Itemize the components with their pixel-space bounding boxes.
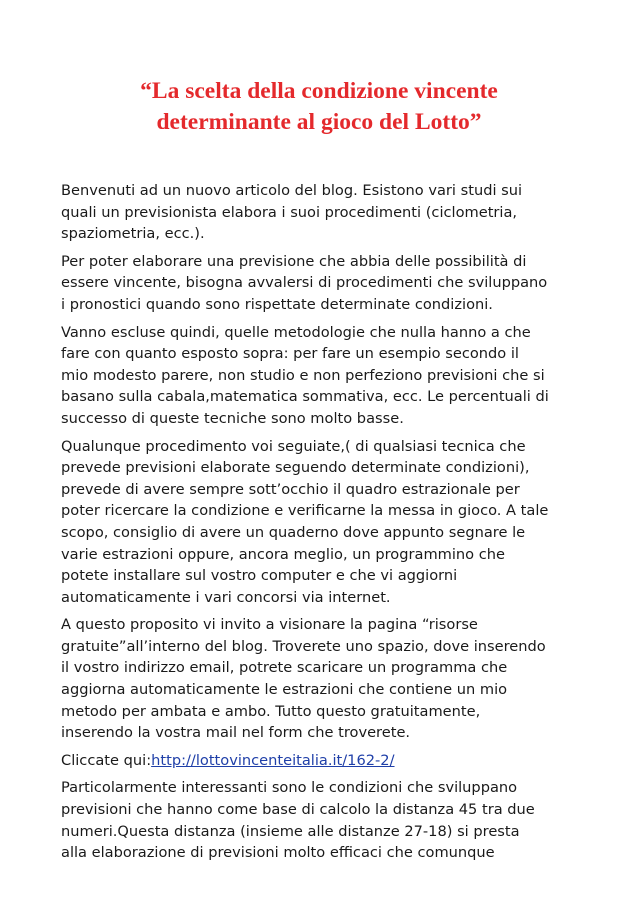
paragraph-conditions: Per poter elaborare una previsione che abbia delle possibilità di essere vincente, bisogna avvalersi di procedimenti che sviluppano i pronostici quando sono rispettate determinate condizioni.: [61, 252, 548, 313]
paragraph-link: [61, 750, 583, 772]
paragraph-procedure: Qualunque procedimento voi seguiate,( di qualsiasi tecnica che prevede previsioni elaborate seguendo determinate condizioni), prevede di avere sempre sott’occhio il quadro estrazionale per poter ricercare la condizione e verificarne la messa in gioco. A tale scopo, consiglio di avere un quaderno dove appunto segnare le varie estrazioni oppure, ancora meglio, un programmino che potete installare sul vostro computer e che vi aggiorni automaticamente i vari concorsi via internet.: [61, 437, 549, 606]
document-body: [61, 180, 583, 870]
paragraph-intro: Benvenuti ad un nuovo articolo del blog. Esistono vari studi sui quali un previsionista elabora i suoi procedimenti (ciclometria, spaziometria, ecc.).: [61, 182, 523, 243]
paragraph-free-resources: A questo proposito vi invito a visionare la pagina “risorse gratuite”all’interno del blog. Troverete uno spazio, dove inserendo il vostro indirizzo email, potrete scaricare un programma che aggiorna automaticamente le estrazioni che contiene un mio metodo per ambata e ambo. Tutto questo gratuitamente, inserendo la vostra mail nel form che troverete.: [61, 616, 546, 742]
document-title: “La scelta della condizione vincente determinante al gioco del Lotto”: [140, 78, 498, 135]
paragraph-excluded-methods: Vanno escluse quindi, quelle metodologie che nulla hanno a che fare con quanto esposto sopra: per fare un esempio secondo il mio modesto parere, non studio e non perfeziono previsioni che si basano sulla cabala,matematica sommativa, ecc. Le percentuali di successo di queste tecniche sono molto basse.: [61, 323, 549, 427]
paragraph-distance-45: Particolarmente interessanti sono le condizioni che sviluppano previsioni che hanno come base di calcolo la distanza 45 tra due numeri.Questa distanza (insieme alle distanze 27-18) si presta alla elaborazione di previsioni molto efficaci che comunque: [61, 779, 535, 862]
blog-link[interactable]: http://lottovincenteitalia.it/162-2/: [151, 751, 395, 769]
link-prefix: Cliccate qui:: [61, 751, 152, 769]
